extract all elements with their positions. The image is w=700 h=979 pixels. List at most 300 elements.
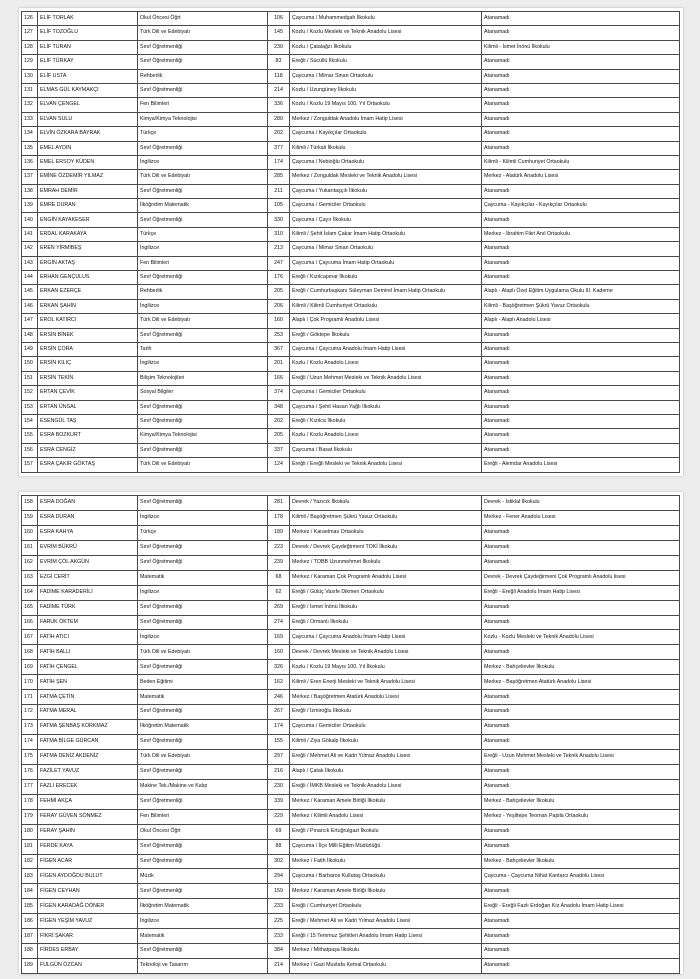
- teacher-name-cell: ELİF USTA: [38, 69, 138, 83]
- table-row: [22, 555, 680, 570]
- row-number-cell: 168: [22, 645, 38, 660]
- assigned-school-cell: Merkez - Başöğretmen Atatürk Anadolu Lisesi: [482, 675, 680, 690]
- score-cell: 297: [268, 749, 290, 764]
- assigned-school-cell: Ereğli - Ereğli Anadolu İmam Hatip Lisesi: [482, 585, 680, 600]
- table-row: [22, 839, 680, 854]
- branch-cell: Sosyal Bilgiler: [138, 386, 268, 400]
- current-school-cell: Merkez / Fatih İlkokulu: [290, 854, 482, 869]
- row-number-cell: 134: [22, 127, 38, 141]
- current-school-cell: Çaycuma / Mimar Sinan Ortaokulu: [290, 242, 482, 256]
- current-school-cell: Çaycuma / Çayır İlkokulu: [290, 213, 482, 227]
- teacher-name-cell: FİKRİ ŞAKAR: [38, 929, 138, 944]
- current-school-cell: Merkez / Zonguldak Mesleki ve Teknik Anadolu Lisesi: [290, 170, 482, 184]
- teacher-name-cell: ELVAN ÇENGEL: [38, 98, 138, 112]
- row-number-cell: 136: [22, 155, 38, 169]
- score-cell: 233: [268, 929, 290, 944]
- row-number-cell: 171: [22, 690, 38, 705]
- teacher-name-cell: EVRİM ÇÖL AKGÜN: [38, 555, 138, 570]
- assigned-school-cell: Atanamadı: [482, 720, 680, 735]
- table-row: [22, 12, 680, 26]
- teacher-name-cell: ERGİN AKTAŞ: [38, 256, 138, 270]
- table-row: [22, 386, 680, 400]
- teacher-name-cell: FİGEN KARADAĞ DÖNER: [38, 899, 138, 914]
- table-row: [22, 357, 680, 371]
- score-cell: 326: [268, 660, 290, 675]
- table-row: [22, 749, 680, 764]
- current-school-cell: Çaycuma / Nebioğlu Ortaokulu: [290, 155, 482, 169]
- row-number-cell: 146: [22, 299, 38, 313]
- current-school-cell: Kilimli / Başöğretmen Şükrü Yavuz Ortaokulu: [290, 510, 482, 525]
- score-cell: 201: [268, 357, 290, 371]
- branch-cell: Matematik: [138, 570, 268, 585]
- table-row: [22, 615, 680, 630]
- branch-cell: Türk Dili ve Edebiyatı: [138, 645, 268, 660]
- score-cell: 174: [268, 720, 290, 735]
- score-cell: 69: [268, 824, 290, 839]
- current-school-cell: Kozlu / Kozlu Mesleki ve Teknik Anadolu Lisesi: [290, 26, 482, 40]
- row-number-cell: 183: [22, 869, 38, 884]
- assigned-school-cell: Kilimli - Kilimli Cumhuriyet Ortaokulu: [482, 155, 680, 169]
- assigned-school-cell: Atanamadı: [482, 98, 680, 112]
- table-row: [22, 540, 680, 555]
- row-number-cell: 163: [22, 570, 38, 585]
- teacher-name-cell: ERSİN KILIÇ: [38, 357, 138, 371]
- row-number-cell: 188: [22, 944, 38, 959]
- current-school-cell: Kilimli / Eren Enerji Mesleki ve Teknik Anadolu Lisesi: [290, 675, 482, 690]
- current-school-cell: Merkez / Karaelmas Ortaokulu: [290, 525, 482, 540]
- teacher-name-cell: FATİH ŞEN: [38, 675, 138, 690]
- row-number-cell: 179: [22, 809, 38, 824]
- table-row: [22, 854, 680, 869]
- branch-cell: Matematik: [138, 929, 268, 944]
- score-cell: 176: [268, 271, 290, 285]
- assigned-school-cell: Atanamadı: [482, 127, 680, 141]
- teacher-name-cell: FULGÜN ÖZCAN: [38, 959, 138, 974]
- branch-cell: Sınıf Öğretmenliği: [138, 764, 268, 779]
- branch-cell: Sınıf Öğretmenliği: [138, 213, 268, 227]
- table-row: [22, 285, 680, 299]
- row-number-cell: 140: [22, 213, 38, 227]
- branch-cell: İngilizce: [138, 630, 268, 645]
- assigned-school-cell: Çaycuma - Çaycuma Nihat Kantarcı Anadolu Lisesi: [482, 869, 680, 884]
- teacher-name-cell: ERSİN BİNEK: [38, 328, 138, 342]
- current-school-cell: Çaycuma / Çaycuma İmam Hatip Ortaokulu: [290, 256, 482, 270]
- branch-cell: Sınıf Öğretmenliği: [138, 55, 268, 69]
- current-school-cell: Çaycuma / Basat İlkokulu: [290, 443, 482, 457]
- row-number-cell: 151: [22, 371, 38, 385]
- score-cell: 348: [268, 400, 290, 414]
- row-number-cell: 186: [22, 914, 38, 929]
- assigned-school-cell: Atanamadı: [482, 525, 680, 540]
- table-row: [22, 342, 680, 356]
- current-school-cell: Kilimli / Türkali İlkokulu: [290, 141, 482, 155]
- teacher-name-cell: ERHAN GENÇULUS: [38, 271, 138, 285]
- row-number-cell: 167: [22, 630, 38, 645]
- branch-cell: İlköğretim Matematik: [138, 199, 268, 213]
- teacher-name-cell: ESRA KAHYA: [38, 525, 138, 540]
- assigned-school-cell: Atanamadı: [482, 112, 680, 126]
- table-row: [22, 869, 680, 884]
- current-school-cell: Ereğli / Pınarcık Ertuğrulgazi İlkokulu: [290, 824, 482, 839]
- row-number-cell: 176: [22, 764, 38, 779]
- assigned-school-cell: Atanamadı: [482, 540, 680, 555]
- current-school-cell: Ereğli / Ereğli Mesleki ve Teknik Anadolu Lisesi: [290, 458, 482, 472]
- row-number-cell: 170: [22, 675, 38, 690]
- branch-cell: Kimya/Kimya Teknolojisi: [138, 112, 268, 126]
- table-row: [22, 458, 680, 472]
- assigned-school-cell: Atanamadı: [482, 555, 680, 570]
- row-number-cell: 152: [22, 386, 38, 400]
- table-row: [22, 630, 680, 645]
- assigned-school-cell: Atanamadı: [482, 429, 680, 443]
- row-number-cell: 172: [22, 705, 38, 720]
- branch-cell: Türkçe: [138, 525, 268, 540]
- branch-cell: Sınıf Öğretmenliği: [138, 944, 268, 959]
- current-school-cell: Ereğli / Sücüllü İlkokulu: [290, 55, 482, 69]
- assigned-school-cell: Merkez - Fener Anadolu Lisesi: [482, 510, 680, 525]
- score-cell: 294: [268, 869, 290, 884]
- branch-cell: Rehberlik: [138, 69, 268, 83]
- row-number-cell: 175: [22, 749, 38, 764]
- assigned-school-cell: Devrek - İstiklal İlkokulu: [482, 496, 680, 511]
- teacher-name-cell: ERTAN ÜNSAL: [38, 400, 138, 414]
- current-school-cell: Alaplı / Çatak İlkokulu: [290, 764, 482, 779]
- branch-cell: Sınıf Öğretmenliği: [138, 141, 268, 155]
- row-number-cell: 159: [22, 510, 38, 525]
- branch-cell: Türkçe: [138, 127, 268, 141]
- teacher-name-cell: FATİH BALLI: [38, 645, 138, 660]
- row-number-cell: 143: [22, 256, 38, 270]
- teacher-name-cell: FADİME KARADERİLİ: [38, 585, 138, 600]
- current-school-cell: Kozlu / Kozlu 19 Mayıs 100. Yıl Ortaokulu: [290, 98, 482, 112]
- teacher-name-cell: EMEL AYDIN: [38, 141, 138, 155]
- score-cell: 274: [268, 615, 290, 630]
- assigned-school-cell: Atanamadı: [482, 83, 680, 97]
- teacher-name-cell: FATİH ÇENGEL: [38, 660, 138, 675]
- score-cell: 281: [268, 496, 290, 511]
- assigned-school-cell: Atanamadı: [482, 414, 680, 428]
- branch-cell: Sınıf Öğretmenliği: [138, 555, 268, 570]
- current-school-cell: Ereğli / Cumhurbaşkanı Süleyman Demirel İmam Hatip Ortaokulu: [290, 285, 482, 299]
- row-number-cell: 173: [22, 720, 38, 735]
- assigned-school-cell: Atanamadı: [482, 141, 680, 155]
- table-row: [22, 429, 680, 443]
- branch-cell: Beden Eğitimi: [138, 675, 268, 690]
- assigned-school-cell: Atanamadı: [482, 213, 680, 227]
- row-number-cell: 180: [22, 824, 38, 839]
- branch-cell: Makine Tek./Makine ve Kalıp: [138, 779, 268, 794]
- table-row: [22, 585, 680, 600]
- current-school-cell: Ereğli / Ormanlı İlkokulu: [290, 615, 482, 630]
- branch-cell: Sınıf Öğretmenliği: [138, 615, 268, 630]
- table-row: [22, 899, 680, 914]
- score-cell: 213: [268, 242, 290, 256]
- table-row: [22, 944, 680, 959]
- assigned-school-cell: Merkez - Atatürk Anadolu Lisesi: [482, 170, 680, 184]
- table-row: [22, 645, 680, 660]
- branch-cell: Türk Dili ve Edebiyatı: [138, 170, 268, 184]
- teacher-name-cell: FATMA BİLGE GÜRCAN: [38, 735, 138, 750]
- assigned-school-cell: Atanamadı: [482, 944, 680, 959]
- table-row: [22, 809, 680, 824]
- branch-cell: Sınıf Öğretmenliği: [138, 854, 268, 869]
- table-row: [22, 690, 680, 705]
- current-school-cell: Ereğli / Mehmet Ali ve Kadri Yılmaz Anadolu Lisesi: [290, 914, 482, 929]
- score-cell: 145: [268, 26, 290, 40]
- score-cell: 88: [268, 839, 290, 854]
- table-row: [22, 824, 680, 839]
- table-row: [22, 141, 680, 155]
- score-cell: 166: [268, 371, 290, 385]
- score-cell: 189: [268, 525, 290, 540]
- row-number-cell: 189: [22, 959, 38, 974]
- assigned-school-cell: Atanamadı: [482, 357, 680, 371]
- teacher-name-cell: ERSİN ÇORA: [38, 342, 138, 356]
- assignment-table-2: [21, 495, 680, 974]
- table-row: [22, 112, 680, 126]
- score-cell: 68: [268, 570, 290, 585]
- teacher-name-cell: ENGİN KAYAKESER: [38, 213, 138, 227]
- current-school-cell: Ereğli / 15 Temmuz Şehitleri Anadolu İmam Hatip Lisesi: [290, 929, 482, 944]
- teacher-name-cell: EVRİM BÜKRÜ: [38, 540, 138, 555]
- current-school-cell: Ereğli / Uzun Mehmet Mesleki ve Teknik Anadolu Lisesi: [290, 371, 482, 385]
- current-school-cell: Ereğli / İsmet İnönü İlkokulu: [290, 600, 482, 615]
- row-number-cell: 187: [22, 929, 38, 944]
- assigned-school-cell: Atanamadı: [482, 929, 680, 944]
- current-school-cell: Kozlu / Çatalağzı İlkokulu: [290, 40, 482, 54]
- teacher-name-cell: ESRA ÇAKIR GÖKTAŞ: [38, 458, 138, 472]
- assigned-school-cell: Atanamadı: [482, 271, 680, 285]
- branch-cell: Müzik: [138, 869, 268, 884]
- table-row: [22, 570, 680, 585]
- teacher-name-cell: EMİNE ÖZDEMİR YILMAZ: [38, 170, 138, 184]
- assigned-school-cell: Atanamadı: [482, 55, 680, 69]
- row-number-cell: 155: [22, 429, 38, 443]
- teacher-name-cell: ESRA BOZKURT: [38, 429, 138, 443]
- branch-cell: Sınıf Öğretmenliği: [138, 705, 268, 720]
- row-number-cell: 139: [22, 199, 38, 213]
- table-row: [22, 271, 680, 285]
- current-school-cell: Kilimli / Şehit İslam Çakar İmam Hatip Ortaokulu: [290, 227, 482, 241]
- assigned-school-cell: Atanamadı: [482, 256, 680, 270]
- score-cell: 310: [268, 227, 290, 241]
- table-row: [22, 328, 680, 342]
- score-cell: 162: [268, 675, 290, 690]
- branch-cell: Türkçe: [138, 227, 268, 241]
- assigned-school-cell: Atanamadı: [482, 371, 680, 385]
- teacher-name-cell: FİRDES ERBAY: [38, 944, 138, 959]
- score-cell: 205: [268, 285, 290, 299]
- table-row: [22, 170, 680, 184]
- branch-cell: Sınıf Öğretmenliği: [138, 794, 268, 809]
- teacher-name-cell: FERAY ŞAHİN: [38, 824, 138, 839]
- score-cell: 374: [268, 386, 290, 400]
- branch-cell: İlköğretim Matematik: [138, 899, 268, 914]
- row-number-cell: 182: [22, 854, 38, 869]
- branch-cell: Sınıf Öğretmenliği: [138, 600, 268, 615]
- assigned-school-cell: Alaplı - Alaplı Özel Eğitim Uygulama Okulu III. Kademe: [482, 285, 680, 299]
- teacher-name-cell: ELİF TORLAK: [38, 12, 138, 26]
- table-row: [22, 959, 680, 974]
- branch-cell: Fen Bilimleri: [138, 98, 268, 112]
- assigned-school-cell: Atanamadı: [482, 443, 680, 457]
- score-cell: 267: [268, 705, 290, 720]
- score-cell: 118: [268, 69, 290, 83]
- assigned-school-cell: Atanamadı: [482, 779, 680, 794]
- teacher-name-cell: ERKAN EZERÇE: [38, 285, 138, 299]
- teacher-name-cell: FEHMİ AKÇA: [38, 794, 138, 809]
- row-number-cell: 164: [22, 585, 38, 600]
- table-row: [22, 735, 680, 750]
- current-school-cell: Kozlu / Kozlu Anadolu Lisesi: [290, 357, 482, 371]
- current-school-cell: Merkez / TOBB Uzunmehmet İlkokulu: [290, 555, 482, 570]
- table-row: [22, 127, 680, 141]
- table-row: [22, 314, 680, 328]
- row-number-cell: 166: [22, 615, 38, 630]
- current-school-cell: Alaplı / Çok Programlı Anadolu Lisesi: [290, 314, 482, 328]
- score-cell: 216: [268, 764, 290, 779]
- table-row: [22, 213, 680, 227]
- score-cell: 83: [268, 55, 290, 69]
- table-row: [22, 227, 680, 241]
- assigned-school-cell: Atanamadı: [482, 12, 680, 26]
- branch-cell: Sınıf Öğretmenliği: [138, 414, 268, 428]
- row-number-cell: 177: [22, 779, 38, 794]
- row-number-cell: 129: [22, 55, 38, 69]
- branch-cell: Rehberlik: [138, 285, 268, 299]
- current-school-cell: Merkez / Başöğretmen Atatürk Anadolu Lisesi: [290, 690, 482, 705]
- row-number-cell: 157: [22, 458, 38, 472]
- current-school-cell: Merkez / Karaman Amele Birliği İlkokulu: [290, 794, 482, 809]
- row-number-cell: 147: [22, 314, 38, 328]
- current-school-cell: Çaycuma / Çaycuma Anadolu İmam Hatip Lisesi: [290, 342, 482, 356]
- current-school-cell: Kilimli / Kilimli Cumhuriyet Ortaokulu: [290, 299, 482, 313]
- table-row: [22, 40, 680, 54]
- table-row: [22, 764, 680, 779]
- score-cell: 336: [268, 98, 290, 112]
- assigned-school-cell: Atanamadı: [482, 764, 680, 779]
- assigned-school-cell: Merkez - İbrahim Fikri Anıl Ortaokulu: [482, 227, 680, 241]
- teacher-name-cell: ESRA DOĞAN: [38, 496, 138, 511]
- row-number-cell: 174: [22, 735, 38, 750]
- score-cell: 253: [268, 328, 290, 342]
- table-body: [22, 496, 680, 974]
- teacher-name-cell: ERKAN ŞAHİN: [38, 299, 138, 313]
- branch-cell: Türk Dili ve Edebiyatı: [138, 26, 268, 40]
- score-cell: 339: [268, 794, 290, 809]
- teacher-name-cell: ERDAL KARAKAYA: [38, 227, 138, 241]
- score-cell: 367: [268, 342, 290, 356]
- score-cell: 206: [268, 299, 290, 313]
- row-number-cell: 150: [22, 357, 38, 371]
- score-cell: 155: [268, 735, 290, 750]
- row-number-cell: 156: [22, 443, 38, 457]
- table-row: [22, 69, 680, 83]
- score-cell: 124: [268, 458, 290, 472]
- teacher-name-cell: FERAY GÜVEN SÖNMEZ: [38, 809, 138, 824]
- score-cell: 160: [268, 645, 290, 660]
- row-number-cell: 133: [22, 112, 38, 126]
- teacher-name-cell: FAZİLET YAVUZ: [38, 764, 138, 779]
- current-school-cell: Ereğli / Gülüç Vasıfe Dikmen Ortaokulu: [290, 585, 482, 600]
- score-cell: 230: [268, 40, 290, 54]
- assigned-school-cell: Merkez - Bahçelievler İlkokulu: [482, 794, 680, 809]
- table-row: [22, 155, 680, 169]
- current-school-cell: Çaycuma / Gemiciler Ortaokulu: [290, 386, 482, 400]
- score-cell: 337: [268, 443, 290, 457]
- teacher-name-cell: FATMA MERAL: [38, 705, 138, 720]
- score-cell: 377: [268, 141, 290, 155]
- score-cell: 280: [268, 112, 290, 126]
- branch-cell: İlköğretim Matematik: [138, 720, 268, 735]
- assigned-school-cell: Merkez - Bahçelievler İlkokulu: [482, 660, 680, 675]
- teacher-name-cell: FATMA ŞENBAŞ KORKMAZ: [38, 720, 138, 735]
- assigned-school-cell: Ereğli - Uzun Mehmet Mesleki ve Teknik Anadolu Lisesi: [482, 749, 680, 764]
- branch-cell: Türk Dili ve Edebiyatı: [138, 749, 268, 764]
- assigned-school-cell: Atanamadı: [482, 69, 680, 83]
- assigned-school-cell: Atanamadı: [482, 735, 680, 750]
- row-number-cell: 145: [22, 285, 38, 299]
- table-row: [22, 400, 680, 414]
- table-row: [22, 242, 680, 256]
- row-number-cell: 153: [22, 400, 38, 414]
- table-row: [22, 705, 680, 720]
- teacher-name-cell: ELMAS GÜL KAYMAKÇI: [38, 83, 138, 97]
- assigned-school-cell: Kozlu - Kozlu Mesleki ve Teknik Anadolu Lisesi: [482, 630, 680, 645]
- row-number-cell: 132: [22, 98, 38, 112]
- current-school-cell: Çaycuma / Şehit Hasan Yağlı İlkokulu: [290, 400, 482, 414]
- teacher-name-cell: FATMA ÇETİN: [38, 690, 138, 705]
- current-school-cell: Merkez / Mithatpaşa İlkokulu: [290, 944, 482, 959]
- assignment-table-1: [21, 11, 680, 473]
- branch-cell: Fen Bilimleri: [138, 256, 268, 270]
- score-cell: 330: [268, 213, 290, 227]
- teacher-name-cell: EROL KATIRCI: [38, 314, 138, 328]
- assigned-school-cell: Atanamadı: [482, 342, 680, 356]
- assigned-school-cell: Çaycuma - Kayıkçılar - Kayıkçılar Ortaokulu: [482, 199, 680, 213]
- teacher-name-cell: FİGEN ACAR: [38, 854, 138, 869]
- branch-cell: İngilizce: [138, 242, 268, 256]
- teacher-name-cell: ERTAN ÇEVİK: [38, 386, 138, 400]
- score-cell: 202: [268, 414, 290, 428]
- assigned-school-cell: Ereğli - Alemdar Anadolu Lisesi: [482, 458, 680, 472]
- teacher-name-cell: FADİME TÜRK: [38, 600, 138, 615]
- teacher-name-cell: ELİF TURAN: [38, 40, 138, 54]
- table-row: [22, 600, 680, 615]
- branch-cell: Okul Öncesi Öğrt: [138, 12, 268, 26]
- assigned-school-cell: Atanamadı: [482, 400, 680, 414]
- current-school-cell: Ereğli / Kızılca İlkokulu: [290, 414, 482, 428]
- row-number-cell: 161: [22, 540, 38, 555]
- branch-cell: Tarih: [138, 342, 268, 356]
- teacher-name-cell: FAZLI ERECEK: [38, 779, 138, 794]
- current-school-cell: Ereğli / İMKB Mesleki ve Teknik Anadolu Lisesi: [290, 779, 482, 794]
- score-cell: 62: [268, 585, 290, 600]
- branch-cell: Sınıf Öğretmenliği: [138, 83, 268, 97]
- score-cell: 302: [268, 854, 290, 869]
- table-row: [22, 184, 680, 198]
- teacher-name-cell: ELVİN ÖZKARA BAYRAK: [38, 127, 138, 141]
- branch-cell: Sınıf Öğretmenliği: [138, 443, 268, 457]
- branch-cell: Sınıf Öğretmenliği: [138, 400, 268, 414]
- current-school-cell: Merkez / Kilimli Anadolu Lisesi: [290, 809, 482, 824]
- teacher-name-cell: FİGEN YEŞİM YAVUZ: [38, 914, 138, 929]
- row-number-cell: 149: [22, 342, 38, 356]
- assigned-school-cell: Atanamadı: [482, 824, 680, 839]
- branch-cell: Bilişim Teknolojileri: [138, 371, 268, 385]
- branch-cell: Okul Öncesi Öğrt: [138, 824, 268, 839]
- current-school-cell: Ereğli / İzmiroğlu İlkokulu: [290, 705, 482, 720]
